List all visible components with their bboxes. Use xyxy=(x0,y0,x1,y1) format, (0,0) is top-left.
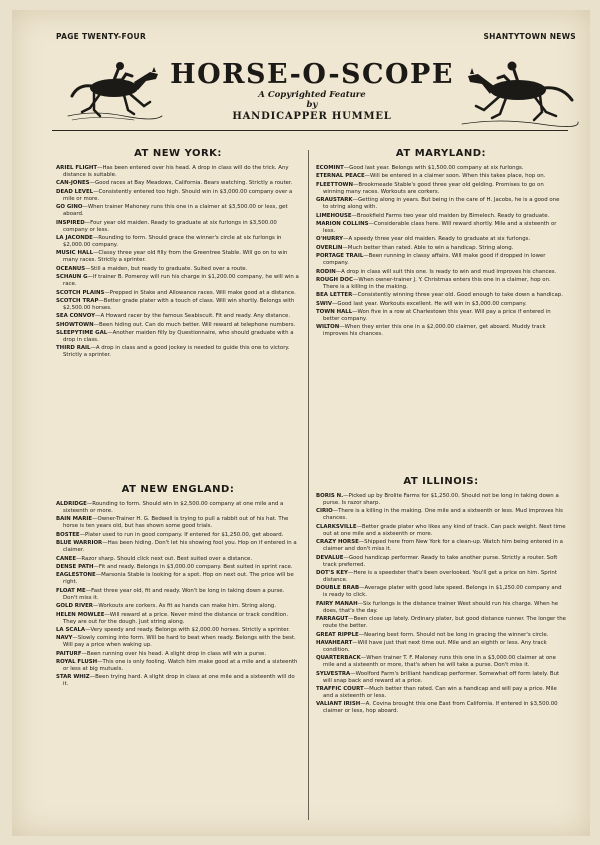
list-item: ARIEL FLIGHT—Has been entered over his head. A drop in class will do the trick. Any distance is suitable. xyxy=(56,165,289,178)
list-item: SCOTCH TRAP—Better grade plater with a touch of class. Will win shortly. Belongs with $2,500.00 horses. xyxy=(56,297,295,311)
page-number: PAGE TWENTY-FOUR xyxy=(56,32,147,41)
byline-author: HANDICAPPER HUMMEL xyxy=(232,111,392,122)
list-item: TRAFFIC COURT—Much better than rated. Can win a handicap and will pay a price. Mile and a sixteenth or less. xyxy=(316,686,557,700)
list-item: GRAUSTARK—Getting along in years. But being in the care of H. Jacobs, he is a good one to string along with. xyxy=(316,197,560,211)
section-new-york xyxy=(56,148,300,361)
list-item: HELEN MOWLEE—Will reward at a price. Never mind the distance or track condition. They are out for the dough. Just string along. xyxy=(56,611,289,625)
list-item: BAIN MARIE—Owner-Trainer H. G. Bedwell is trying to pull a rabbit out of his hat. The horse is ten years old, but has shown some good trials. xyxy=(56,516,289,530)
list-item: LA JACONDE—Rounding to form. Should grace the winner's circle at six furlongs in $2,000.00 company. xyxy=(56,234,282,248)
list-item: FARRAGUT—Been close up lately. Ordinary plater, but good distance runner. The longer the route the better. xyxy=(316,616,566,630)
list-item: FLEETTOWN—Brookmeade Stable's good three year old gelding. Promises to go on winning many races. Workouts are corkers. xyxy=(316,181,544,195)
list-item: SYLVESTRA—Woolford Farm's brilliant handicap performer. Somewhat off form lately. But will snap back and reward at a price. xyxy=(316,670,560,684)
section-new-england xyxy=(56,484,300,690)
section-title: AT ILLINOIS: xyxy=(403,476,479,487)
list-item: ALDRIDGE—Rounding to form. Should win in $2,500.00 company at one mile and a sixteenth or more. xyxy=(56,501,284,514)
list-item: BOSTEE—Plater used to run in good company. If entered for $1,250.00, get aboard. xyxy=(56,531,284,538)
list-item: SLEEPYTIME GAL—Another maiden filly by Questionnaire, who should graduate with a drop in class. xyxy=(56,330,294,344)
section-title: AT MARYLAND: xyxy=(395,148,487,159)
list-item: O'HURRY—A speedy three year old maiden. Ready to graduate at six furlongs. xyxy=(316,236,531,243)
list-item: THIRD RAIL—A drop in class and a good jockey is needed to guide this one to victory. Strictly a sprinter. xyxy=(56,345,290,359)
list-item: CLARKSVILLE—Better grade plater who likes any kind of track. Can pack weight. Next time out at one mile and a sixteenth or more. xyxy=(316,523,566,537)
byline-by: by xyxy=(306,100,318,110)
section-title: AT NEW YORK: xyxy=(134,148,222,159)
list-item: DEVALUE—Good handicap performer. Ready to take another purse. Strictly a router. Soft track preferred. xyxy=(316,554,558,568)
list-item: GREAT RIPPLE—Nearing best form. Should not be long in gracing the winner's circle. xyxy=(316,631,549,638)
publication-name: SHANTYTOWN NEWS xyxy=(483,32,576,41)
column-divider xyxy=(308,150,309,820)
feature-title: HORSE-O-SCOPE xyxy=(170,59,454,90)
list-item: DENSE PATH—Fit and ready. Belongs in $3,000.00 company. Best suited in sprint race. xyxy=(56,563,293,570)
list-item: NAVY—Slowly coming into form. Will be hard to beat when ready. Belongs with the best. Will pay a price when waking up. xyxy=(56,635,296,649)
section-maryland xyxy=(316,148,566,340)
list-item: ECOMINT—Good last year. Belongs with $1,500.00 company at six furlongs. xyxy=(316,165,524,171)
list-item: BORIS N.—Picked up by Brolite Farms for $1,250.00. Should not be long in taking down a purse. Is razor sharp. xyxy=(316,493,559,506)
list-item: STAR WHIZ—Been trying hard. A slight drop in class at one mile and a sixteenth will do it. xyxy=(56,674,295,688)
list-item: HAVAHEART—Will have just that next time out. Mile and an eighth or less. Any track condition. xyxy=(316,639,547,653)
list-item: BEA LETTER—Consistently winning three year old. Good enough to take down a handicap. xyxy=(316,292,563,299)
list-item: BLUE WARRIOR—Has been hiding. Don't let his showing fool you. Hop on if entered in a claimer. xyxy=(56,540,297,554)
list-item: ROYAL FLUSH—This one is only fooling. Watch him make good at a mile and a sixteenth or less at big mutuels. xyxy=(56,659,298,673)
list-item: CAN-JONES—Good races at Bay Meadows, California. Bears watching. Strictly a router. xyxy=(56,180,293,187)
racehorse-jockey-icon-right xyxy=(460,50,580,130)
list-item: DEAD LEVEL—Consistently entered too high. Should win in $3,000.00 company over a mile or more. xyxy=(56,188,293,202)
masthead xyxy=(162,60,462,123)
list-item: OVERLIN—Much better than rated. Able to win a handicap. String along. xyxy=(316,244,514,251)
list-item: LIMEHOUSE—Brookfield Farms two year old maiden by Bimelech. Ready to graduate. xyxy=(316,212,550,219)
list-item: SEA CONVOY—A Howard racer by the famous Seabiscuit. Fit and ready. Any distance. xyxy=(56,313,291,320)
list-item: CANEE—Razor sharp. Should click next out. Best suited over a distance. xyxy=(56,555,253,562)
header-rule xyxy=(52,130,568,131)
list-item: FLOAT ME—Fast three year old, fit and ready. Won't be long in taking down a purse. Don't miss it. xyxy=(56,587,285,601)
list-item: CIRIO—There is a killing in the making. One mile and a sixteenth or less. Mud improves his chances. xyxy=(316,508,563,522)
list-item: GOLD RIVER—Workouts are corkers. As fit as hands can make him. String along. xyxy=(56,603,277,610)
list-item: SHOWTOWN—Been hiding out. Can do much better. Will reward at telephone numbers. xyxy=(56,321,296,328)
list-item: PAITURF—Been running over his head. A slight drop in class will win a purse. xyxy=(56,650,267,657)
list-item: SCHAUN G—If trainer B. Pomeroy will run his charge in $1,200.00 company, he will win a race. xyxy=(56,274,299,288)
magazine-page xyxy=(12,10,590,836)
list-item: OCEANUS—Still a maiden, but ready to graduate. Suited over a route. xyxy=(56,265,248,272)
list-item: ETERNAL PEACE—Will be entered in a claimer soon. When this takes place, hop on. xyxy=(316,173,546,180)
section-title: AT NEW ENGLAND: xyxy=(121,484,235,495)
section-illinois xyxy=(316,476,566,717)
racehorse-jockey-icon xyxy=(64,50,164,122)
list-item: FAIRY MANAH—Six furlongs is the distance trainer West should run his charge. When he does, that's the day. xyxy=(316,600,559,614)
list-item: RODIN—A drop in class will suit this one. Is ready to win and mud improves his chances. xyxy=(316,268,557,275)
list-item: MARION COLLINS—Considerable class here. Will reward shortly. Mile and a sixteenth or less. xyxy=(316,220,557,234)
feature-subtitle: A Copyrighted Feature xyxy=(258,90,366,100)
list-item: PORTAGE TRAIL—Been running in classy affairs. Will make good if dropped in lower company. xyxy=(316,253,546,267)
list-item: VALIANT IRISH—A. Covina brought this one East from California. If entered in $3,500.00 claimer or less, hop aboard. xyxy=(316,701,558,715)
list-item: CRAZY HORSE—Shipped here from New York for a clean-up. Watch him being entered in a claimer and don't miss it. xyxy=(316,539,563,553)
list-item: LA SCALA—Very speedy and ready. Belongs with $2,000.00 horses. Strictly a sprinter. xyxy=(56,626,290,633)
list-item: DOUBLE BRAB—Average plater with good late speed. Belongs in $1,250.00 company and is ready to click. xyxy=(316,585,562,599)
list-item: QUARTERBACK—When trainer T. F. Maloney runs this one in a $3,000.00 claimer at one mile and a sixteenth or more, that's when he will take a purse. Don't miss it. xyxy=(316,655,556,669)
list-item: SWIV—Good last year. Workouts excellent. He will win in $3,000.00 company. xyxy=(316,300,527,307)
list-item: GO GINO—When trainer Mahoney runs this one in a claimer at $3,500.00 or less, get aboard. xyxy=(56,204,288,218)
list-item: SCOTCH PLAINS—Prepped in Stake and Allowance races. Will make good at a distance. xyxy=(56,289,296,296)
list-item: EAGLESTONE—Marsonia Stable is looking for a spot. Hop on next out. The price will be right. xyxy=(56,572,294,586)
list-item: ROUGH DOC—When owner-trainer J. Y. Christmas enters this one in a claimer, hop on. There is a killing in the making. xyxy=(316,276,551,290)
list-item: MUSIC HALL—Classy three year old filly from the Greentree Stable. Will go on to win many races. Strictly a sprinter. xyxy=(56,250,288,264)
list-item: DOT'S KEY—Here is a speedster that's been overlooked. You'll get a price on him. Sprint distance. xyxy=(316,569,557,583)
list-item: WILTON—When they enter this one in a $2,000.00 claimer, get aboard. Muddy track improves his chances. xyxy=(316,324,546,338)
list-item: INSPIRED—Four year old maiden. Ready to graduate at six furlongs in $3,500.00 company or less. xyxy=(56,219,277,233)
list-item: TOWN HALL—Won five in a row at Charlestown this year. Will pay a price if entered in better company. xyxy=(316,309,551,323)
